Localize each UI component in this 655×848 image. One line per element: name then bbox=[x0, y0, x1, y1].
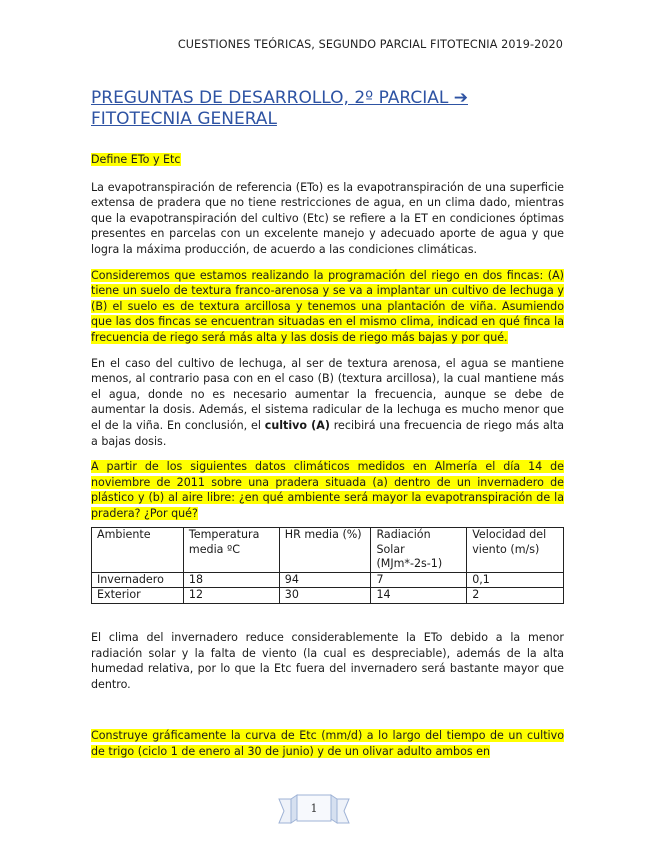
table-header-cell: Velocidad del viento (m/s) bbox=[467, 528, 564, 573]
table-cell: 18 bbox=[183, 572, 279, 588]
question-3 bbox=[91, 459, 564, 521]
question-1 bbox=[91, 152, 564, 168]
table-header-cell: Temperatura media ºC bbox=[183, 528, 279, 573]
table-cell: Exterior bbox=[92, 588, 184, 604]
question-3-text: A partir de los siguientes datos climáticos medidos en Almería el día 14 de noviembre de 2011 sobre una pradera situada (a) dentro de un invernadero de plástico y (b) al aire libre: ¿en qué ambiente será mayor la evapotranspiración de la pradera? ¿Por qué? bbox=[91, 460, 564, 520]
table-header-row bbox=[92, 528, 564, 573]
table-cell: 94 bbox=[279, 572, 371, 588]
table-cell: 2 bbox=[467, 588, 564, 604]
question-4-text: Construye gráficamente la curva de Etc (mm/d) a lo largo del tiempo de un cultivo de trigo (ciclo 1 de enero al 30 de junio) y de un olivar adulto ambos en bbox=[91, 729, 564, 758]
question-2 bbox=[91, 268, 564, 346]
table-header-cell: Ambiente bbox=[92, 528, 184, 573]
answer-2-pre: En el caso del cultivo de lechuga, al ser de textura arenosa, el agua se mantiene menos, al contrario pasa con en el caso (B) (textura arcillosa), la cual mantiene más el agua, donde no es necesario aumentar la frecuencia, aunque se debe de aumentar la dosis. Además, el sistema radicular de la lechuga es mucho menor que el de la viña. En conclusión, el bbox=[91, 356, 564, 432]
page-title bbox=[91, 88, 551, 130]
answer-3: El clima del invernadero reduce considerablemente la ETo debido a la menor radiación solar y la falta de viento (la cual es despreciable), además de la alta humedad relativa, por lo que la Etc fuera del invernadero será bastante mayor que dentro. bbox=[91, 630, 564, 691]
page-number: 1 bbox=[310, 801, 318, 815]
answer-2-post: recibirá una frecuencia de riego más alta a bajas dosis. bbox=[91, 418, 564, 448]
answer-2 bbox=[91, 356, 564, 450]
table-cell: Invernadero bbox=[92, 572, 184, 588]
table-header-cell: HR media (%) bbox=[279, 528, 371, 573]
answer-1: La evapotranspiración de referencia (ETo) es la evapotranspiración de una superficie extensa de pradera que no tiene restricciones de agua, en un clima dado, mientras que la evapotranspiración del cultivo (Etc) se refiere a la ET en condiciones óptimas presentes en parcelas con un excelente manejo y adecuado aporte de agua y que logra la máxima producción, de acuerdo a las condiciones climáticas. bbox=[91, 180, 564, 256]
answer-2-bold: cultivo (A) bbox=[264, 418, 330, 432]
climate-data-table bbox=[91, 527, 564, 604]
table-cell: 12 bbox=[183, 588, 279, 604]
page-header: CUESTIONES TEÓRICAS, SEGUNDO PARCIAL FITOTECNIA 2019-2020 bbox=[177, 38, 563, 51]
table-row bbox=[92, 572, 564, 588]
title-line-1: PREGUNTAS DE DESARROLLO, 2º PARCIAL ➔ bbox=[91, 88, 468, 108]
table-cell: 0,1 bbox=[467, 572, 564, 588]
question-2-text: Consideremos que estamos realizando la programación del riego en dos fincas: (A) tiene un suelo de textura franco-arenosa y se va a implantar un cultivo de lechuga y (B) el suelo es de textura arcillosa y tenemos una plantación de viña. Asumiendo que las dos fincas se encuentran situadas en el mismo clima, indicad en qué finca la frecuencia de riego será más alta y las dosis de riego más bajas y por qué. bbox=[91, 268, 564, 344]
table-cell: 30 bbox=[279, 588, 371, 604]
table-cell: 14 bbox=[371, 588, 467, 604]
table-row bbox=[92, 588, 564, 604]
table-cell: 7 bbox=[371, 572, 467, 588]
question-4 bbox=[91, 728, 564, 759]
question-1-text: Define ETo y Etc bbox=[91, 153, 181, 166]
title-line-2: FITOTECNIA GENERAL bbox=[91, 109, 277, 129]
table-header-cell: Radiación Solar (MJm*-2s-1) bbox=[371, 528, 467, 573]
page-number-badge bbox=[277, 792, 351, 828]
document-body bbox=[91, 152, 564, 770]
